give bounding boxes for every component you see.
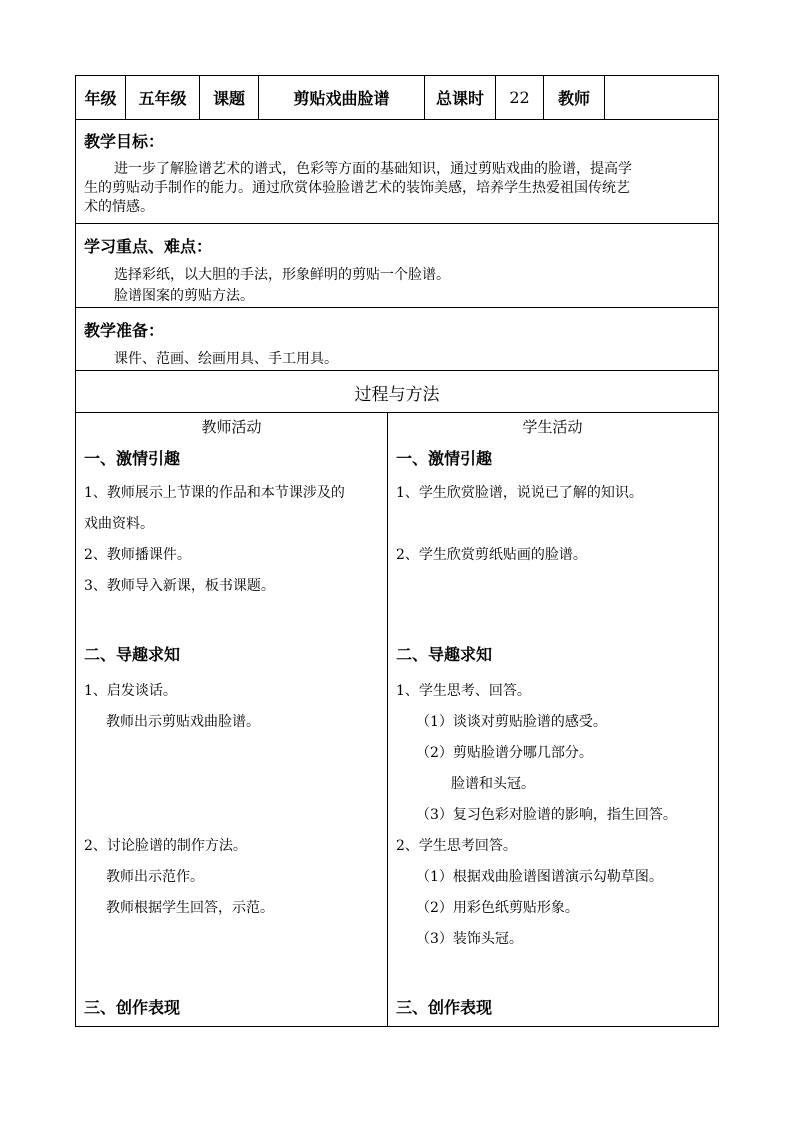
objectives-line-2: 生的剪贴动手制作的能力。通过欣赏体验脸谱艺术的装饰美感，培养学生热爱祖国传统艺 — [84, 180, 630, 196]
student-s2-item-2: （1）谈谈对剪贴脸谱的感受。 — [416, 714, 607, 730]
teacher-activity-header: 教师活动 — [201, 418, 262, 436]
hours-label: 总课时 — [425, 76, 496, 119]
teacher-label: 教师 — [544, 76, 605, 119]
teacher-s2-item-3: 2、讨论脸谱的制作方法。 — [84, 838, 247, 854]
student-s1-item-1: 1、学生欣赏脸谱，说说已了解的知识。 — [396, 485, 643, 501]
key-points-line-1: 选择彩纸，以大胆的手法，形象鲜明的剪贴一个脸谱。 — [114, 267, 450, 283]
student-s2-item-7: （1）根据戏曲脸谱图谱演示勾勒草图。 — [416, 869, 663, 885]
column-header-row — [76, 412, 718, 436]
teacher-section-2-title: 二、导趣求知 — [84, 645, 181, 664]
teacher-section-1-title: 一、激情引趣 — [84, 449, 181, 468]
key-points-line-2: 脸谱图案的剪贴方法。 — [114, 288, 254, 304]
objectives-line-3: 术的情感。 — [84, 199, 154, 215]
header-row — [76, 76, 718, 119]
teacher-s2-item-2: 教师出示剪贴戏曲脸谱。 — [106, 714, 260, 730]
objectives-section — [76, 119, 718, 223]
grade-label: 年级 — [76, 76, 126, 119]
student-s2-item-4: 脸谱和头冠。 — [451, 776, 535, 792]
preparation-section — [76, 307, 718, 370]
teacher-s1-item-3: 2、教师播课件。 — [84, 547, 191, 563]
teacher-section-3-title: 三、创作表现 — [84, 998, 181, 1017]
objectives-line-1: 进一步了解脸谱艺术的谱式，色彩等方面的基础知识，通过剪贴戏曲的脸谱，提高学 — [114, 161, 632, 177]
key-points-title: 学习重点、难点： — [84, 237, 213, 256]
student-section-2-title: 二、导趣求知 — [396, 645, 493, 664]
key-points-section — [76, 223, 718, 307]
student-activity-header: 学生活动 — [522, 418, 583, 436]
teacher-s1-item-4: 3、教师导入新课，板书课题。 — [84, 578, 275, 594]
student-section-1-title: 一、激情引趣 — [396, 449, 493, 468]
teacher-s2-item-1: 1、启发谈话。 — [84, 683, 177, 699]
process-title-row — [76, 370, 718, 412]
column-divider — [387, 412, 388, 1026]
teacher-s1-item-2: 戏曲资料。 — [84, 516, 154, 532]
student-s2-item-8: （2）用彩色纸剪贴形象。 — [416, 900, 579, 916]
student-section-3-title: 三、创作表现 — [396, 998, 493, 1017]
teacher-s1-item-1: 1、教师展示上节课的作品和本节课涉及的 — [84, 485, 345, 501]
process-title: 过程与方法 — [354, 385, 440, 405]
teacher-s2-item-4: 教师出示范作。 — [106, 869, 204, 885]
teacher-s2-item-5: 教师根据学生回答，示范。 — [106, 900, 274, 916]
topic-label: 课题 — [200, 76, 259, 119]
student-s2-item-9: （3）装饰头冠。 — [416, 931, 523, 947]
student-s2-item-5: （3）复习色彩对脸谱的影响，指生回答。 — [416, 807, 677, 823]
teacher-value — [605, 76, 718, 119]
student-s2-item-3: （2）剪贴脸谱分哪几部分。 — [416, 745, 593, 761]
preparation-text: 课件、范画、绘画用具、手工用具。 — [114, 351, 338, 367]
student-s2-item-1: 1、学生思考、回答。 — [396, 683, 531, 699]
topic-value: 剪贴戏曲脸谱 — [259, 76, 425, 119]
hours-value: 22 — [496, 76, 544, 119]
preparation-title: 教学准备： — [84, 321, 165, 340]
objectives-title: 教学目标： — [84, 132, 165, 151]
student-s1-item-2: 2、学生欣赏剪纸贴画的脸谱。 — [396, 547, 587, 563]
student-s2-item-6: 2、学生思考回答。 — [396, 838, 517, 854]
grade-value: 五年级 — [126, 76, 200, 119]
lesson-plan-table — [75, 75, 719, 1027]
